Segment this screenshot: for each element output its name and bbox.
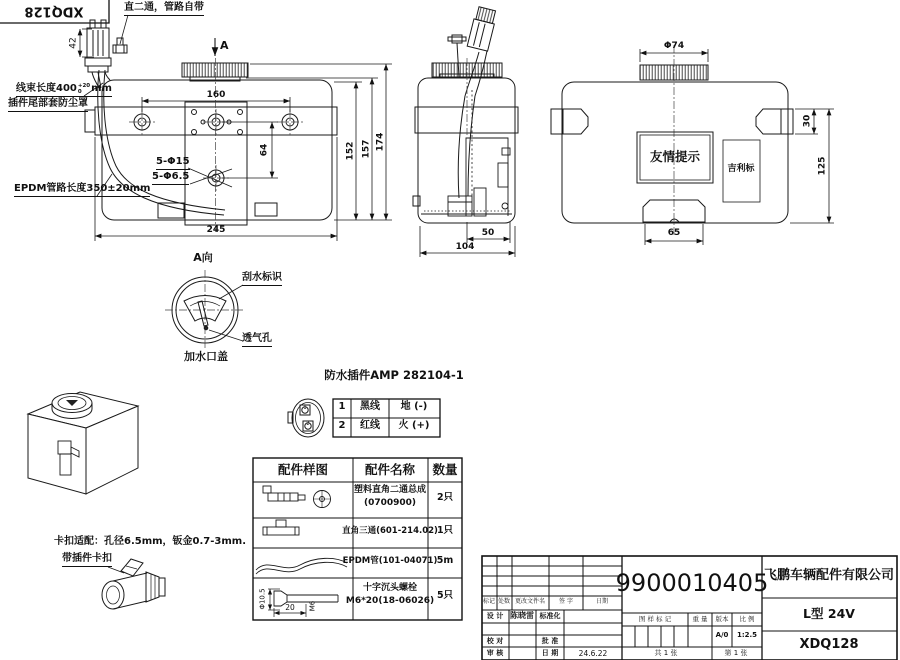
dim-cap-diameter: Φ74 <box>663 41 685 51</box>
dim-152: 152 <box>345 141 356 161</box>
dim-125: 125 <box>817 156 828 176</box>
brand-plate-label: 吉利标 <box>727 164 755 174</box>
dim-42: 42 <box>68 37 79 49</box>
holes-large-label: 5-Φ15 <box>156 157 190 170</box>
part-row4-qty: 5只 <box>436 590 454 601</box>
part-number: 9900010405 <box>615 569 769 597</box>
harness-prefix: 线束长度400 <box>16 83 77 95</box>
amp-wire-2: 红线 <box>360 420 380 431</box>
sig-design-label: 设 计 <box>486 612 504 620</box>
part-row1-qty: 2只 <box>436 492 454 503</box>
part-row4-name: 十字沉头螺栓 <box>362 583 418 593</box>
sheet-page: 第 1 张 <box>724 649 748 657</box>
notice-plate-label: 友情提示 <box>649 149 701 164</box>
drawing-number: XDQ128 <box>799 637 859 652</box>
part-row3-name: EPDM管(101-04071) <box>342 556 438 566</box>
amp-pin-2: 2 <box>338 420 346 431</box>
sig-designer-name: 陈晓雷 <box>510 611 534 620</box>
sig-date-value: 24.6.22 <box>578 649 608 658</box>
dim-174: 174 <box>375 132 386 152</box>
company-name: 飞鹏车辆配件有限公司 <box>763 568 895 583</box>
section-arrow-label: A <box>220 39 229 52</box>
detail-a-view <box>165 270 245 350</box>
part-row4-code: M6*20(18-06026) <box>345 596 435 606</box>
stamp-weight-header: 重 量 <box>692 615 708 623</box>
side-view <box>413 6 518 257</box>
vent-hole-label: 透气孔 <box>242 334 272 347</box>
dim-160: 160 <box>206 90 226 100</box>
harness-tolerance: +20 0 <box>77 83 91 95</box>
sig-approve-label: 批 准 <box>541 637 559 645</box>
part-row3-qty: 5m <box>436 555 454 566</box>
stamp-mark-header: 图 样 标 记 <box>638 615 672 623</box>
rev-header-count: 处数 <box>497 598 511 605</box>
screw-len-dim: 20 <box>285 603 295 612</box>
amp-icon-pin-1: 1 <box>303 405 307 411</box>
rev-header-date: 日期 <box>595 598 609 605</box>
clip-3d <box>102 559 165 609</box>
epdm-length-note: EPDM管路长度350±20mm <box>14 184 150 197</box>
sheet-code-flipped: XDQ128 <box>24 3 84 19</box>
dust-cover-note: 插件尾部套防尘罩 <box>8 99 88 112</box>
harness-unit: mm <box>91 83 112 95</box>
amp-pin-1: 1 <box>338 401 346 412</box>
stamp-scale-value: 1:2.5 <box>736 631 758 639</box>
back-view <box>551 45 834 245</box>
clip-fit-note: 卡扣适配：孔径6.5mm，钣金0.7-3mm. <box>54 536 247 547</box>
part-icon-screw <box>268 589 338 617</box>
part-icon-elbow <box>263 486 331 508</box>
screw-dia-dim: Φ10.5 <box>258 588 267 610</box>
sig-std-label: 标准化 <box>539 612 561 620</box>
dim-104: 104 <box>455 242 475 252</box>
filler-cap-label: 加水口盖 <box>184 350 228 363</box>
rev-header-mark: 标记 <box>482 598 496 605</box>
dim-50: 50 <box>481 228 495 238</box>
amp-fn-1: 地 (-) <box>400 401 428 412</box>
amp-wire-1: 黑线 <box>360 401 380 412</box>
dim-64: 64 <box>259 143 270 157</box>
part-row2-name: 直角三通(601-214.02) <box>342 526 438 536</box>
dim-245: 245 <box>206 225 226 235</box>
stamp-version-header: 版本 <box>715 615 729 623</box>
dim-65: 65 <box>667 228 681 238</box>
holes-small-label: 5-Φ6.5 <box>152 172 189 185</box>
sheet-total: 共 1 张 <box>654 649 678 657</box>
side-wires <box>448 6 497 198</box>
pump-internals <box>424 138 510 216</box>
sig-date-label: 日 期 <box>541 649 559 657</box>
dim-157: 157 <box>361 139 372 159</box>
amp-spec-title: 防水插件AMP 282104-1 <box>324 368 464 382</box>
iso-tank-3d <box>28 392 138 494</box>
part-row2-qty: 1只 <box>436 525 454 536</box>
model-label: L型 24V <box>803 606 855 621</box>
parts-header-image: 配件样图 <box>277 462 329 477</box>
harness-length-note <box>16 84 112 97</box>
dim-30: 30 <box>802 114 813 128</box>
harness-connector <box>85 20 127 88</box>
front-view <box>77 15 392 241</box>
screw-thread-dim: M6 <box>308 600 317 612</box>
parts-header-qty: 数量 <box>432 462 458 477</box>
sig-audit-label: 审 核 <box>486 649 504 657</box>
part-row1-code: (0700900) <box>363 498 417 508</box>
rev-header-sign: 签 字 <box>559 598 573 605</box>
part-row1-name: 塑料直角二通总成 <box>353 485 427 495</box>
stamp-scale-header: 比 例 <box>739 615 755 623</box>
fitting-note-label: 直二通，管路自带 <box>124 3 204 16</box>
stamp-version-value: A/0 <box>715 631 729 639</box>
sig-check-label: 校 对 <box>486 637 504 645</box>
amp-fn-2: 火 (+) <box>398 420 430 431</box>
part-icon-tube <box>256 558 347 574</box>
part-icon-tee <box>263 520 299 535</box>
wiper-mark-label: 刮水标识 <box>242 273 282 286</box>
amp-icon-pin-2: 2 <box>306 421 310 427</box>
rev-header-file: 更改文件名 <box>514 598 546 605</box>
clip-plug-label: 带插件卡扣 <box>62 554 112 567</box>
detail-a-title: A向 <box>193 251 213 264</box>
parts-header-name: 配件名称 <box>364 462 416 477</box>
